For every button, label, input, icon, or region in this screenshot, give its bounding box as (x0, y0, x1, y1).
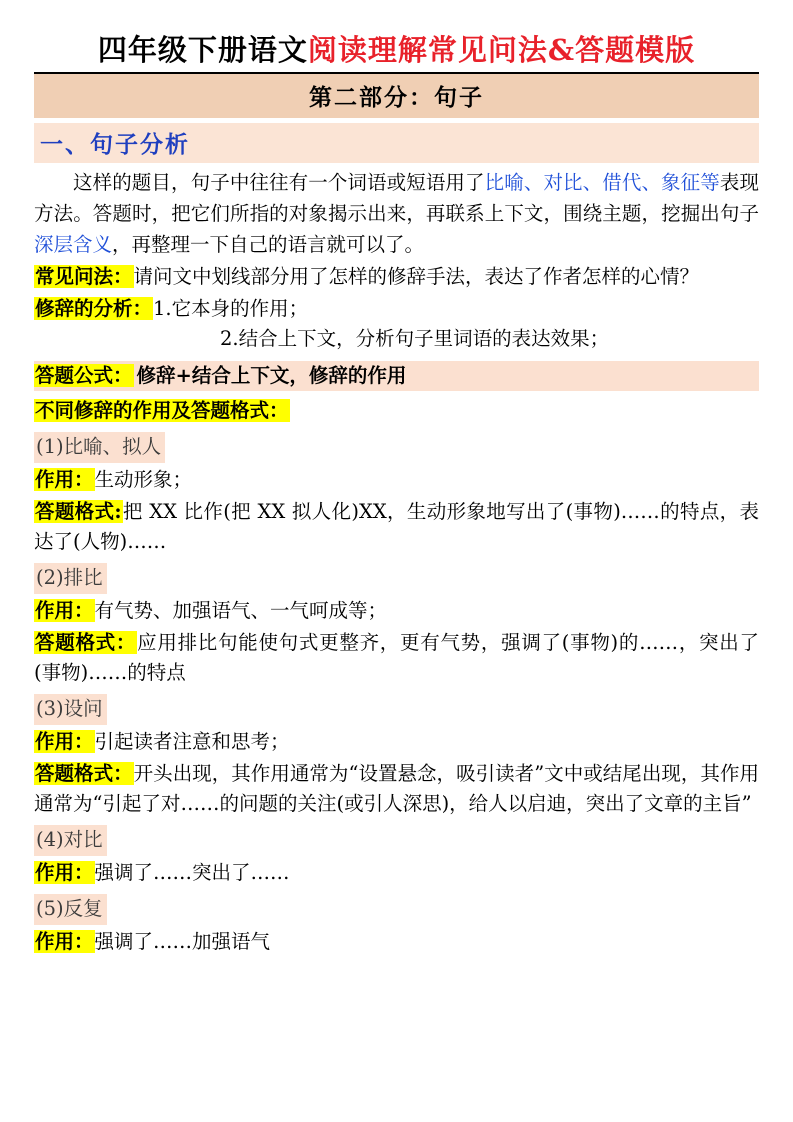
rhetoric-analysis-line-1: 1.它本身的作用； (153, 297, 309, 320)
part-banner: 第二部分：句子 (34, 74, 759, 118)
list-item (34, 688, 759, 819)
common-question-label: 常见问法： (35, 265, 133, 288)
item-use-text: 强调了……突出了…… (94, 861, 290, 884)
item-title: (2)排比 (34, 563, 107, 594)
title-grade-subject: 四年级下册语文 (97, 33, 308, 67)
list-item (34, 819, 759, 888)
common-question-row (34, 262, 759, 292)
subhead-row (34, 396, 759, 426)
item-use-label: 作用： (35, 861, 94, 884)
item-use-label: 作用： (35, 599, 94, 622)
item-title: (4)对比 (34, 825, 107, 856)
item-use-row (34, 927, 759, 957)
list-item (34, 888, 759, 957)
item-format-label: 答题格式: (35, 500, 122, 523)
item-use-text: 生动形象； (94, 468, 193, 491)
item-format-text: 开头出现，其作用通常为“设置悬念，吸引读者”文中或结尾出现，其作用通常为“引起了对……的问题的关注(或引人深思)，给人以启迪，突出了文章的主旨” (34, 762, 759, 815)
item-format-text: 应用排比句能使句式更整齐，更有气势，强调了(事物)的……，突出了(事物)……的特点 (34, 631, 759, 684)
rhetoric-analysis-label: 修辞的分析： (35, 297, 153, 320)
item-use-text: 引起读者注意和思考； (94, 730, 290, 753)
section-heading: 一、句子分析 (34, 123, 759, 163)
intro-highlight-1: 比喻、对比、借代、象征等 (484, 171, 720, 194)
item-format-label: 答题格式： (35, 631, 137, 654)
title-topic: 阅读理解常见问法&答题模版 (307, 33, 696, 67)
rhetoric-analysis-line-2: 2.结合上下文，分析句子里词语的表达效果； (220, 327, 610, 350)
item-format-text: 把 XX 比作(把 XX 拟人化)XX，生动形象地写出了(事物)……的特点，表达了(人物)…… (34, 500, 759, 553)
item-title: (1)比喻、拟人 (34, 432, 165, 463)
subhead-label: 不同修辞的作用及答题格式： (35, 399, 289, 422)
item-use-text: 有气势、加强语气、一气呵成等； (94, 599, 388, 622)
item-use-label: 作用： (35, 730, 94, 753)
common-question-text: 请问文中划线部分用了怎样的修辞手法，表达了作者怎样的心情？ (133, 265, 700, 288)
item-use-row (34, 596, 759, 626)
answer-formula-row (34, 361, 759, 391)
item-use-text: 强调了……加强语气 (94, 930, 271, 953)
item-format-row (34, 497, 759, 557)
item-title: (3)设问 (34, 694, 107, 725)
intro-highlight-2: 深层含义 (34, 233, 113, 256)
rhetoric-analysis-row (34, 294, 759, 324)
answer-formula-label: 答题公式： (35, 364, 133, 387)
document-title (34, 28, 759, 74)
item-use-row (34, 727, 759, 757)
intro-text-3: ，再整理一下自己的语言就可以了。 (112, 233, 425, 256)
item-use-row (34, 858, 759, 888)
item-use-row (34, 465, 759, 495)
intro-text-1: 这样的题目，句子中往往有一个词语或短语用了 (73, 171, 485, 194)
list-item (34, 426, 759, 557)
item-use-label: 作用： (35, 468, 94, 491)
item-use-label: 作用： (35, 930, 94, 953)
intro-paragraph (34, 167, 759, 260)
rhetoric-analysis-line-2-row (34, 324, 759, 354)
item-format-label: 答题格式： (35, 762, 133, 785)
item-format-row (34, 759, 759, 819)
list-item (34, 557, 759, 688)
answer-formula-text: 修辞+结合上下文，修辞的作用 (136, 364, 407, 387)
item-format-row (34, 628, 759, 688)
item-title: (5)反复 (34, 894, 107, 925)
intro-text-2: 表现方法。答题时，把它们所指的对象揭示出来，再联系上下文，围绕主题，挖掘出句子 (34, 171, 759, 225)
